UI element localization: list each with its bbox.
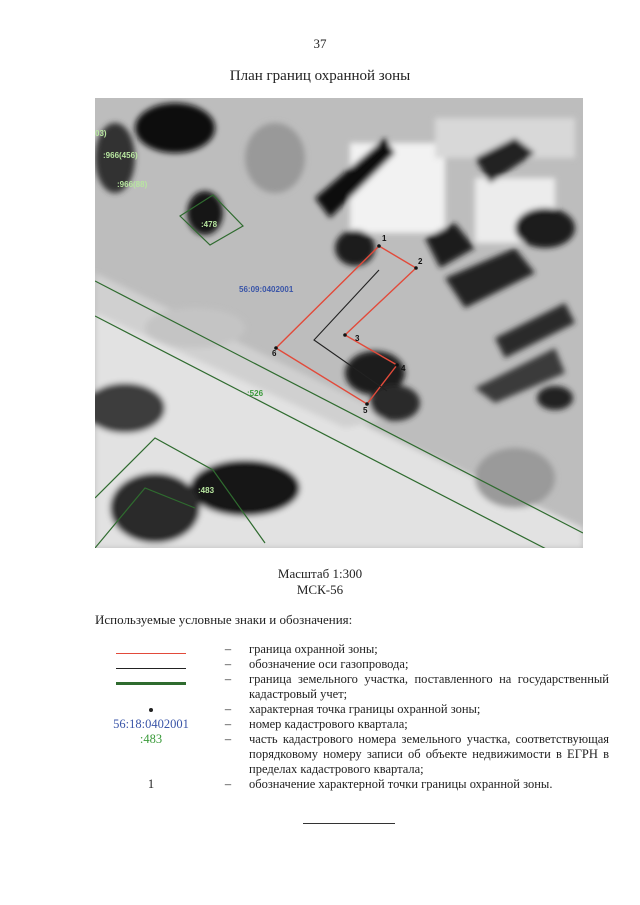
zone-point [377, 244, 381, 248]
legend-item: 1 – обозначение характерной точки границы охранной зоны. [95, 777, 615, 792]
green-line-symbol [116, 682, 186, 685]
legend-text: обозначение оси газопровода; [249, 657, 409, 671]
zone-point [343, 333, 347, 337]
legend-heading: Используемые условные знаки и обозначения: [95, 612, 353, 627]
scale-block [0, 566, 640, 598]
point-label: 2 [418, 257, 423, 266]
zone-point [414, 266, 418, 270]
legend-text: часть кадастрового номера земельного участка, соответствующая порядковому номеру записи об объекте недвижимости в ЕГРН в пределах кадастрового квартала; [249, 732, 609, 776]
parcel-label: :966(456) [103, 151, 138, 160]
map-image [95, 98, 583, 548]
quarter-label: 56:09:0402001 [239, 285, 294, 294]
plan-title: План границ охранной зоны [229, 68, 411, 84]
legend-item: 56:18:0402001 – номер кадастрового квартала; [95, 717, 615, 732]
parcel-label: :483 [198, 486, 215, 495]
dot-symbol [149, 708, 153, 712]
legend-text: характерная точка границы охранной зоны; [249, 702, 481, 716]
parcel-label: :478 [201, 220, 218, 229]
legend-item: – граница охранной зоны; [95, 642, 615, 657]
footer-divider [303, 823, 395, 824]
point-label: 4 [401, 364, 406, 373]
legend [95, 642, 615, 792]
quarter-number-sample: 56:18:0402001 [113, 717, 189, 731]
legend-text: граница охранной зоны; [249, 642, 378, 656]
legend-item: – граница земельного участка, поставленного на государственный кадастровый учет; [95, 672, 615, 702]
zone-point [395, 363, 399, 367]
point-label: 6 [272, 349, 277, 358]
legend-item: – характерная точка границы охранной зоны; [95, 702, 615, 717]
map-svg [95, 98, 583, 548]
point-label: 1 [382, 234, 387, 243]
legend-item: – обозначение оси газопровода; [95, 657, 615, 672]
point-label: 3 [355, 334, 360, 343]
crs-text: МСК-56 [296, 582, 344, 597]
parcel-number-sample: :483 [139, 732, 163, 746]
point-number-sample: 1 [147, 777, 155, 791]
legend-item: :483 – часть кадастрового номера земельного участка, соответствующая порядковому номеру записи об объекте недвижимости в ЕГРН в пределах кадастрового квартала; [95, 732, 615, 777]
legend-text: номер кадастрового квартала; [249, 717, 408, 731]
legend-text: обозначение характерной точки границы охранной зоны. [249, 777, 553, 791]
page-number: 37 [313, 36, 327, 51]
parcel-label: 03) [95, 129, 107, 138]
scale-text: Масштаб 1:300 [277, 566, 363, 581]
black-line-symbol [116, 668, 186, 669]
parcel-label: :966(88) [117, 180, 148, 189]
point-label: 5 [363, 406, 368, 415]
parcel-label: :526 [247, 389, 264, 398]
red-line-symbol [116, 653, 186, 654]
legend-text: граница земельного участка, поставленного на государственный кадастровый учет; [249, 672, 609, 701]
